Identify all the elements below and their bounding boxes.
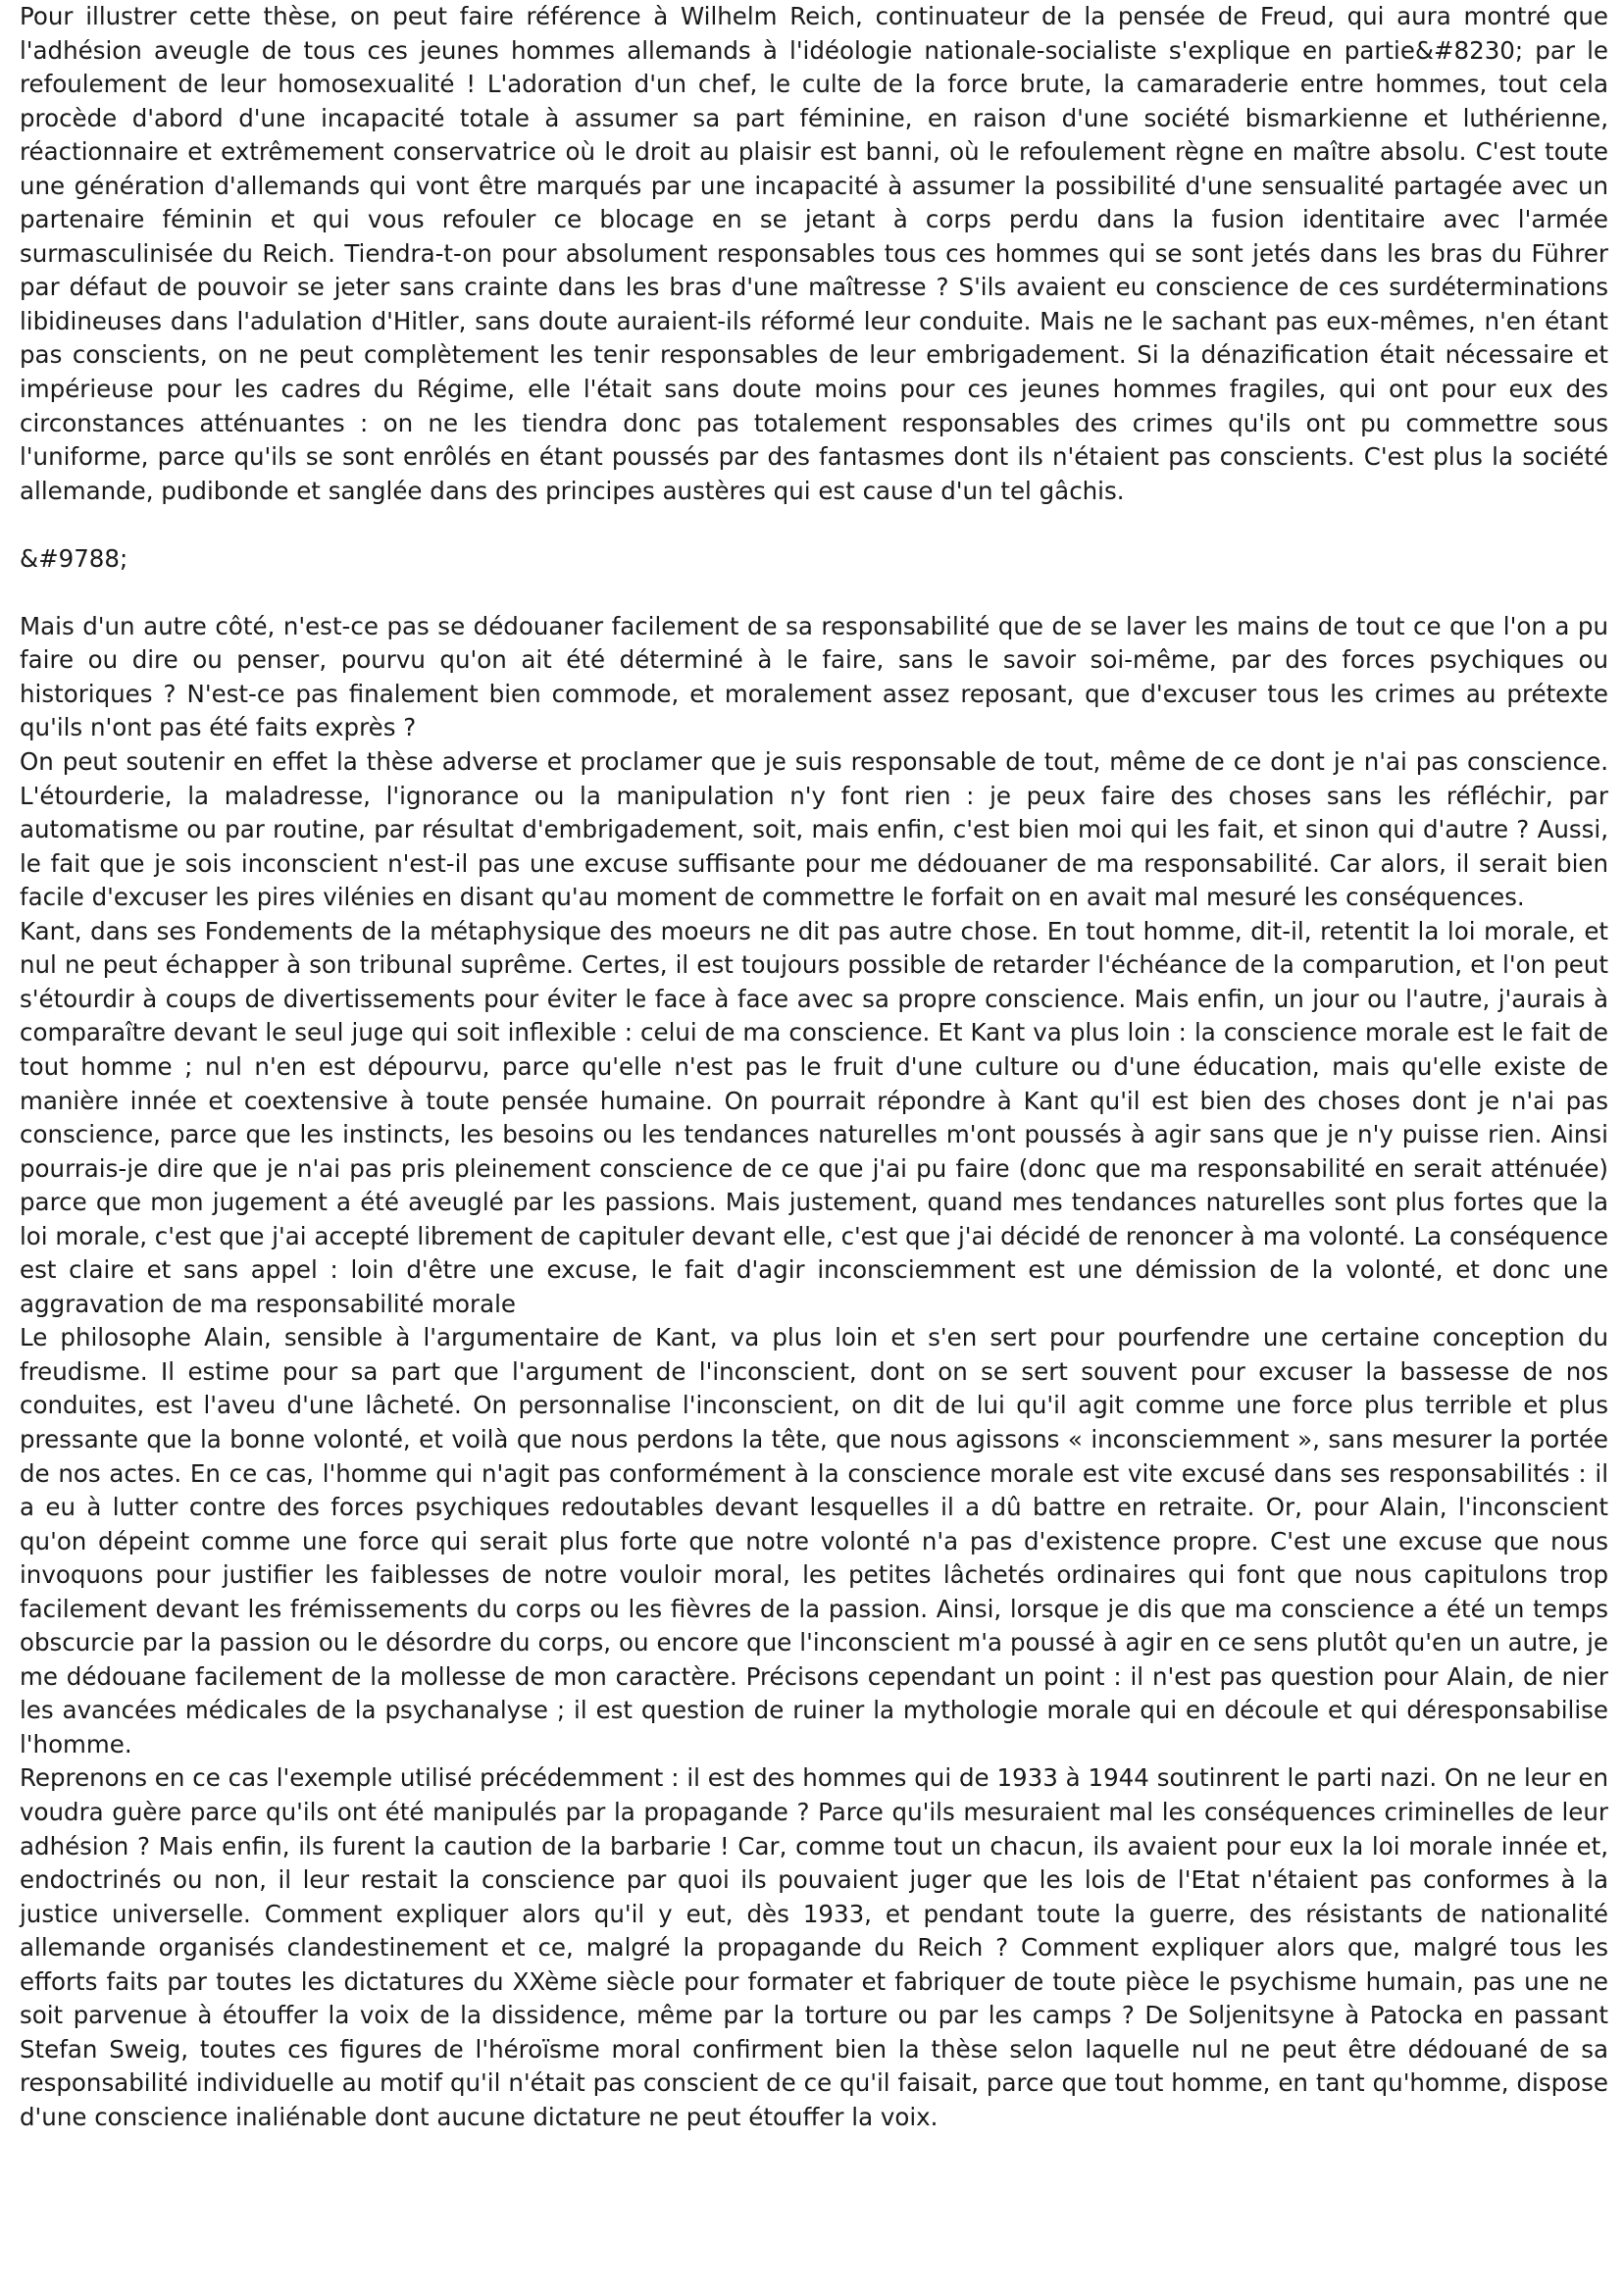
paragraph-counterargument: Mais d'un autre côté, n'est-ce pas se dédouaner facilement de sa responsabilité que de se laver les mains de tout ce que l'on a pu faire ou dire ou penser, pourvu qu'on ait été déterminé à le faire, sans le savoir soi-même, par des forces psychiques ou historiques ? N'est-ce pas finalement bien commode, et moralement assez reposant, que d'excuser tous les crimes au prétexte qu'ils n'ont pas été faits exprès ? <box>20 611 1608 742</box>
paragraph-kant: Kant, dans ses Fondements de la métaphysique des moeurs ne dit pas autre chose. En tout homme, dit-il, retentit la loi morale, et nul ne peut échapper à son tribunal suprême. Certes, il est toujours possible de retarder l'échéance de la comparution, et l'on peut s'étourdir à coups de divertissements pour éviter le face à face avec sa propre conscience. Mais enfin, un jour ou l'autre, j'aurais à comparaître devant le seul juge qui soit inflexible : celui de ma conscience. Et Kant va plus loin : la conscience morale est le fait de tout homme ; nul n'en est dépourvu, parce qu'elle n'est pas le fruit d'une culture ou d'une éducation, mais qu'elle existe de manière innée et coextensive à toute pensée humaine. On pourrait répondre à Kant qu'il est bien des choses dont je n'ai pas conscience, parce que les instincts, les besoins ou les tendances naturelles m'ont poussés à agir sans que je n'y puisse rien. Ainsi pourrais-je dire que je n'ai pas pris pleinement conscience de ce que j'ai pu faire (donc que ma responsabilité en serait atténuée) parce que mon jugement a été aveuglé par les passions. Mais justement, quand mes tendances naturelles sont plus fortes que la loi morale, c'est que j'ai accepté librement de capituler devant elle, c'est que j'ai décidé de renoncer à ma volonté. La conséquence est claire et sans appel : loin d'être une excuse, le fait d'agir inconsciemment est une démission de la volonté, et donc une aggravation de ma responsabilité morale <box>20 916 1608 1318</box>
paragraph-responsibility-thesis: On peut soutenir en effet la thèse adverse et proclamer que je suis responsable de tout, même de ce dont je n'ai pas conscience. L'étourderie, la maladresse, l'ignorance ou la manipulation n'y font rien : je peux faire des choses sans les réfléchir, par automatisme ou par routine, par résultat d'embrigadement, soit, mais enfin, c'est bien moi qui les fait, et sinon qui d'autre ? Aussi, le fait que je sois inconscient n'est-il pas une excuse suffisante pour me dédouaner de ma responsabilité. Car alors, il serait bien facile d'excuser les pires vilénies en disant qu'au moment de commettre le forfait on en avait mal mesuré les conséquences. <box>20 747 1608 912</box>
blank-line <box>20 576 1608 610</box>
paragraph-reich: Pour illustrer cette thèse, on peut faire référence à Wilhelm Reich, continuateur de la pensée de Freud, qui aura montré que l'adhésion aveugle de tous ces jeunes hommes allemands à l'idéologie nationale-socialiste s'explique en partie&#8230; par le refoulement de leur homosexualité ! L'adoration d'un chef, le culte de la force brute, la camaraderie entre hommes, tout cela procède d'abord d'une incapacité totale à assumer sa part féminine, en raison d'une société bismarkienne et luthérienne, réactionnaire et extrêmement conservatrice où le droit au plaisir est banni, où le refoulement règne en maître absolu. C'est toute une génération d'allemands qui vont être marqués par une incapacité à assumer la possibilité d'une sensualité partagée avec un partenaire féminin et qui vous refouler ce blocage en se jetant à corps perdu dans la fusion identitaire avec l'armée surmasculinisée du Reich. Tiendra-t-on pour absolument responsables tous ces hommes qui se sont jetés dans les bras du Führer par défaut de pouvoir se jeter sans crainte dans les bras d'une maîtresse ? S'ils avaient eu conscience de ces surdéterminations libidineuses dans l'adulation d'Hitler, sans doute auraient-ils réformé leur conduite. Mais ne le sachant pas eux-mêmes, n'en étant pas conscients, on ne peut complètement les tenir responsables de leur embrigadement. Si la dénazification était nécessaire et impérieuse pour les cadres du Régime, elle l'était sans doute moins pour ces jeunes hommes fragiles, qui ont pour eux des circonstances atténuantes : on ne les tiendra donc pas totalement responsables des crimes qu'ils ont pu commettre sous l'uniforme, parce qu'ils se sont enrôlés en étant poussés par des fantasmes dont ils n'étaient pas conscients. C'est plus la société allemande, pudibonde et sanglée dans des principes austères qui est cause d'un tel gâchis. <box>20 2 1608 505</box>
document-body <box>20 0 1608 2134</box>
blank-line <box>20 508 1608 542</box>
paragraph-example-resistance: Reprenons en ce cas l'exemple utilisé précédemment : il est des hommes qui de 1933 à 1944 soutinrent le parti nazi. On ne leur en voudra guère parce qu'ils ont été manipulés par la propagande ? Parce qu'ils mesuraient mal les conséquences criminelles de leur adhésion ? Mais enfin, ils furent la caution de la barbarie ! Car, comme tout un chacun, ils avaient pour eux la loi morale innée et, endoctrinés ou non, il leur restait la conscience par quoi ils pouvaient juger que les lois de l'Etat n'étaient pas conformes à la justice universelle. Comment expliquer alors qu'il y eut, dès 1933, et pendant toute la guerre, des résistants de nationalité allemande organisés clandestinement et ce, malgré la propagande du Reich ? Comment expliquer alors que, malgré tous les efforts faits par toutes les dictatures du XXème siècle pour formater et fabriquer de toute pièce le psychisme humain, pas une ne soit parvenue à étouffer la voix de la dissidence, même par la torture ou par les camps ? De Soljenitsyne à Patocka en passant Stefan Sweig, toutes ces figures de l'héroïsme moral confirment bien la thèse selon laquelle nul ne peut être dédouané de sa responsabilité individuelle au motif qu'il n'était pas conscient de ce qu'il faisait, parce que tout homme, en tant qu'homme, dispose d'une conscience inaliénable dont aucune dictature ne peut étouffer la voix. <box>20 1763 1608 2131</box>
paragraph-separator-glyph: &#9788; <box>20 543 128 573</box>
paragraph-alain: Le philosophe Alain, sensible à l'argumentaire de Kant, va plus loin et s'en sert pour pourfendre une certaine conception du freudisme. Il estime pour sa part que l'argument de l'inconscient, dont on se sert souvent pour excuser la bassesse de nos conduites, est l'aveu d'une lâcheté. On personnalise l'inconscient, on dit de lui qu'il agit comme une force plus terrible et plus pressante que la bonne volonté, et voilà que nous perdons la tête, que nous agissons « inconsciemment », sans mesurer la portée de nos actes. En ce cas, l'homme qui n'agit pas conformément à la conscience morale est vite excusé dans ses responsabilités : il a eu à lutter contre des forces psychiques redoutables devant lesquelles il a dû battre en retraite. Or, pour Alain, l'inconscient qu'on dépeint comme une force qui serait plus forte que notre volonté n'a pas d'existence propre. C'est une excuse que nous invoquons pour justifier les faiblesses de notre vouloir moral, les petites lâchetés ordinaires qui font que nous capitulons trop facilement devant les frémissements du corps ou les fièvres de la passion. Ainsi, lorsque je dis que ma conscience a été un temps obscurcie par la passion ou le désordre du corps, ou encore que l'inconscient m'a poussé à agir en ce sens plutôt qu'en un autre, je me dédouane facilement de la mollesse de mon caractère. Précisons cependant un point : il n'est pas question pour Alain, de nier les avancées médicales de la psychanalyse ; il est question de ruiner la mythologie morale qui en découle et qui déresponsabilise l'homme. <box>20 1323 1608 1759</box>
